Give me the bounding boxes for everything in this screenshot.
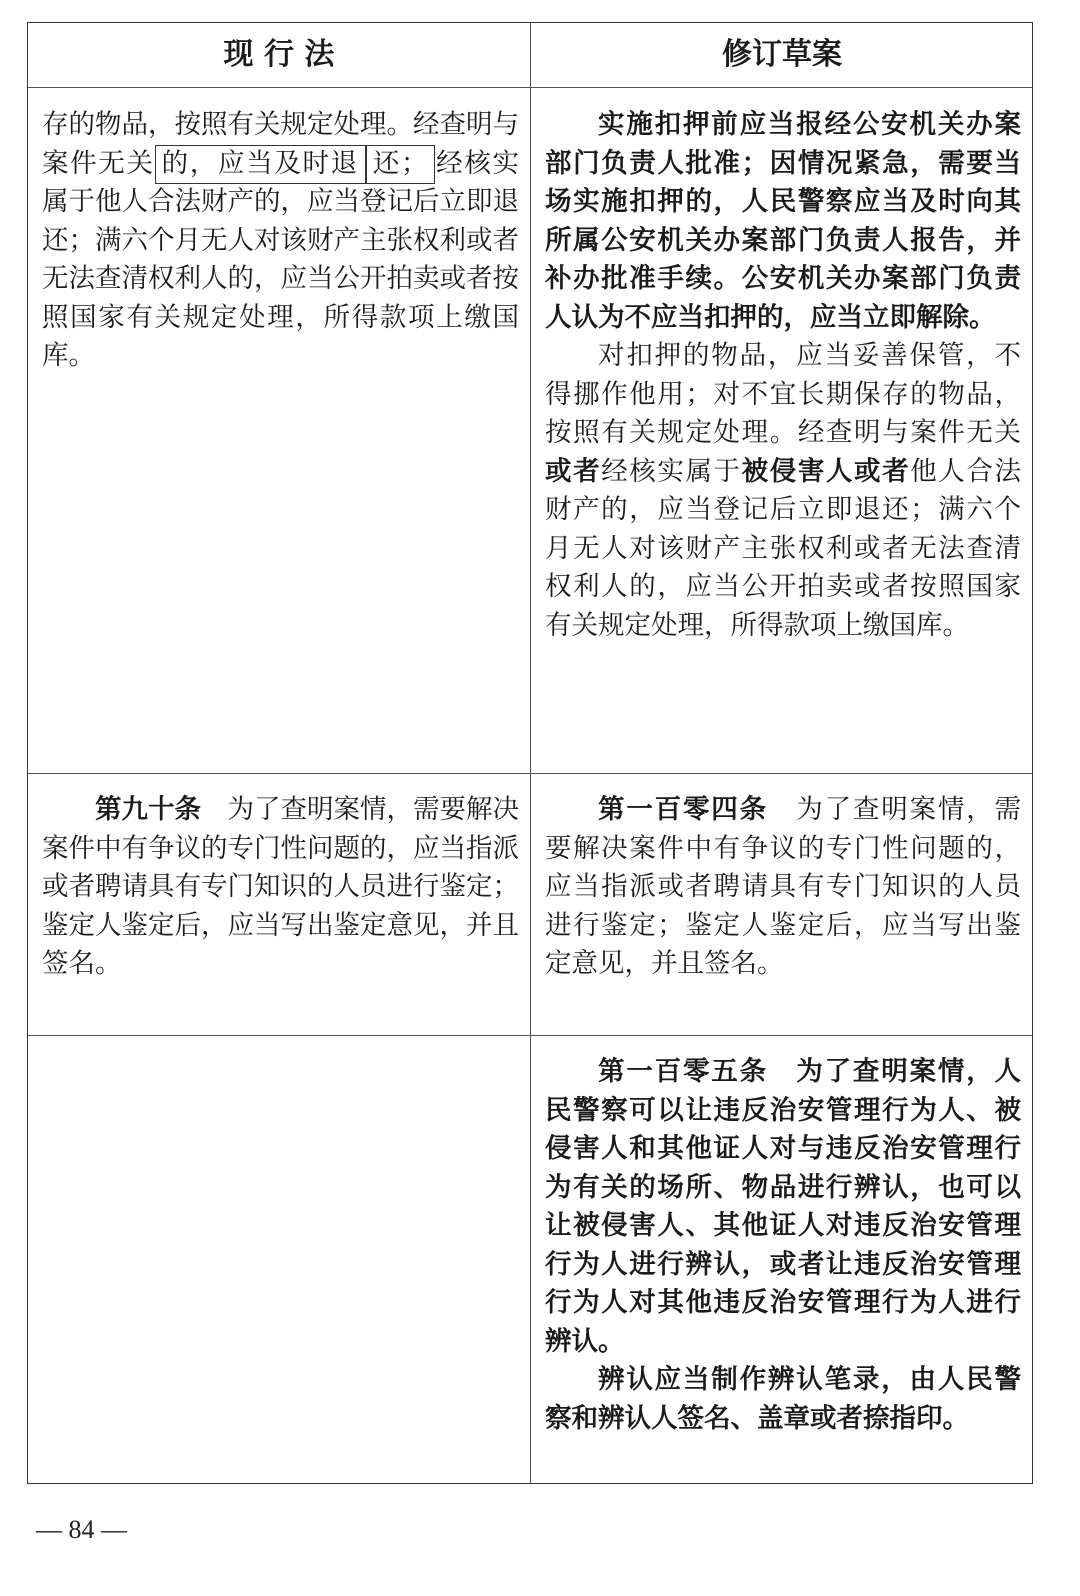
row-divider-1	[28, 773, 1032, 774]
column-header-revised-draft: 修订草案	[722, 37, 842, 72]
article-90-heading: 第九十条	[95, 794, 201, 825]
page-number: — 84 —	[36, 1515, 127, 1544]
header-divider	[28, 87, 1032, 88]
article-90-text: 为了查明案情，需要解决案件中有争议的专门性问题的，应当指派或者聘请具有专门知识的人员进行鉴定；鉴定人鉴定后，应当写出鉴定意见，并且签名。	[42, 794, 519, 979]
row1-left-text-a: 存的物品，按照有关规定处理。经查明与案件无关	[42, 109, 519, 179]
row1-right-paragraph-2	[545, 337, 1021, 645]
row1-left-boxed-text-1: 的，应当及时退	[155, 145, 366, 184]
article-104-text: 为了查明案情，需要解决案件中有争议的专门性问题的，应当指派或者聘请具有专门知识的人员进行鉴定；鉴定人鉴定后，应当写出鉴定意见，并且签名。	[545, 794, 1022, 979]
row1-right-text-a: 对扣押的物品，应当妥善保管，不得挪作他用；对不宜长期保存的物品，按照有关规定处理。经查明与案件无关	[545, 340, 1021, 448]
column-header-current-law: 现 行 法	[223, 37, 335, 72]
article-105-text: 为了查明案情，人民警察可以让违反治安管理行为人、被侵害人和其他证人对与违反治安管理行为有关的场所、物品进行辨认，也可以让被侵害人、其他证人对违反治安管理行为人进行辨认，或者让违反治安管理行为人对其他违反治安管理行为人进行辨认。	[545, 1056, 1022, 1357]
row2-revised-draft-cell	[545, 791, 1021, 984]
row1-right-bold-insert-1: 或者	[545, 455, 602, 487]
row1-right-bold-insert-2: 被侵害人或者	[741, 455, 911, 487]
row1-right-text-c: 他人合法财产的，应当登记后立即退还；满六个月无人对该财产主张权利或者无法查清权利人的，应当公开拍卖或者按照国家有关规定处理，所得款项上缴国库。	[545, 455, 1021, 641]
row1-left-boxed-text-2: 还；	[366, 145, 435, 184]
row3-revised-draft-cell	[545, 1053, 1021, 1438]
row1-revised-draft-cell	[545, 106, 1021, 645]
row-divider-2	[28, 1035, 1032, 1036]
row1-right-bold-paragraph: 实施扣押前应当报经公安机关办案部门负责人批准；因情况紧急，需要当场实施扣押的，人民警察应当及时向其所属公安机关办案部门负责人报告，并补办批准手续。公安机关办案部门负责人认为不应当扣押的，应当立即解除。	[545, 109, 1021, 333]
row1-left-text-b: 经核实属于他人合法财产的，应当登记后立即退还；满六个月无人对该财产主张权利或者无法查清权利人的，应当公开拍卖或者按照国家有关规定处理，所得款项上缴国库。	[42, 147, 520, 371]
column-divider	[530, 23, 531, 1483]
article-104-heading: 第一百零四条	[598, 794, 768, 825]
row2-current-law-cell	[42, 791, 519, 984]
comparison-table	[27, 22, 1033, 1484]
article-105-heading: 第一百零五条	[598, 1056, 768, 1087]
row1-right-text-b: 经核实属于	[601, 455, 742, 487]
article-105-paragraph-2: 辨认应当制作辨认笔录，由人民警察和辨认人签名、盖章或者捺指印。	[545, 1364, 1021, 1434]
row1-current-law-cell	[42, 106, 519, 376]
